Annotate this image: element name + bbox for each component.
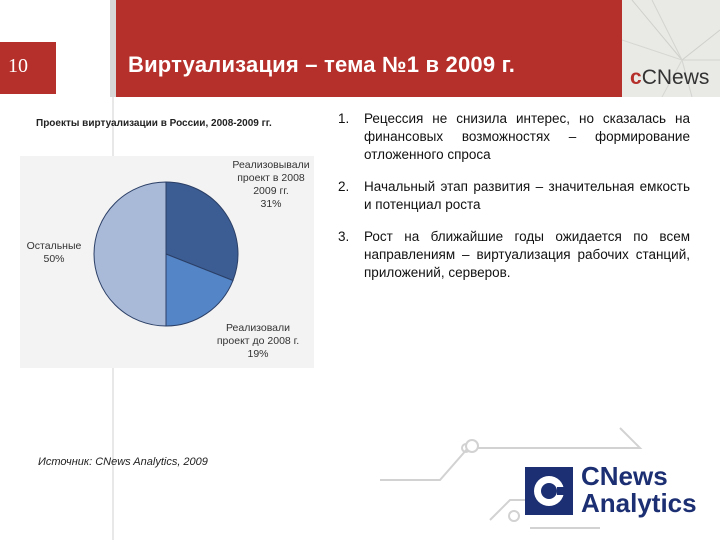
slice-label-50-pct: 50% [43, 253, 65, 265]
cnews-logo: cCNews [630, 66, 710, 89]
slide-number: 10 [8, 55, 28, 77]
point-3 [338, 228, 690, 282]
cnews-analytics-text [581, 463, 697, 517]
slice-label-50 [24, 240, 84, 266]
slice-label-31-line1: Реализовывали [232, 159, 310, 171]
slice-label-31-pct: 31% [260, 198, 282, 210]
slice-label-50-line1: Остальные [26, 240, 82, 252]
cnews-analytics-line1: CNews [581, 461, 668, 491]
slice-label-31 [228, 159, 314, 211]
cnews-logo-text: CNews [641, 66, 710, 89]
cnews-analytics-mark-icon [525, 467, 573, 515]
point-2-number: 2. [338, 179, 350, 194]
cnews-analytics-logo [525, 463, 695, 519]
pie-slice-50 [94, 182, 166, 326]
cnews-analytics-line2: Analytics [581, 488, 697, 518]
point-2 [338, 178, 690, 214]
point-1-text: Рецессия не снизила интерес, но сказалась на финансовых возможностях – формирование отложенного спроса [364, 111, 690, 162]
slide-title: Виртуализация – тема №1 в 2009 г. [128, 52, 516, 77]
slice-label-19-line1: Реализовали [225, 322, 291, 334]
key-points-list [338, 110, 690, 296]
point-3-number: 3. [338, 229, 350, 244]
slice-label-19 [204, 322, 312, 361]
chart-caption: Проекты виртуализации в России, 2008-2009 гг. [36, 118, 272, 129]
slice-label-31-line3: 2009 гг. [253, 185, 289, 197]
point-1 [338, 110, 690, 164]
point-1-number: 1. [338, 111, 350, 126]
slice-label-19-line2: проект до 2008 г. [216, 335, 300, 347]
chart-source: Источник: CNews Analytics, 2009 [38, 456, 208, 468]
slice-label-31-line2: проект в 2008 [237, 172, 305, 184]
cnews-logo-box [622, 0, 720, 97]
point-3-text: Рост на ближайшие годы ожидается по всем направлениям – виртуализация рабочих станций, приложений, серверов. [364, 229, 690, 280]
slice-label-19-pct: 19% [247, 348, 269, 360]
point-2-text: Начальный этап развития – значительная емкость и потенциал роста [364, 179, 690, 212]
